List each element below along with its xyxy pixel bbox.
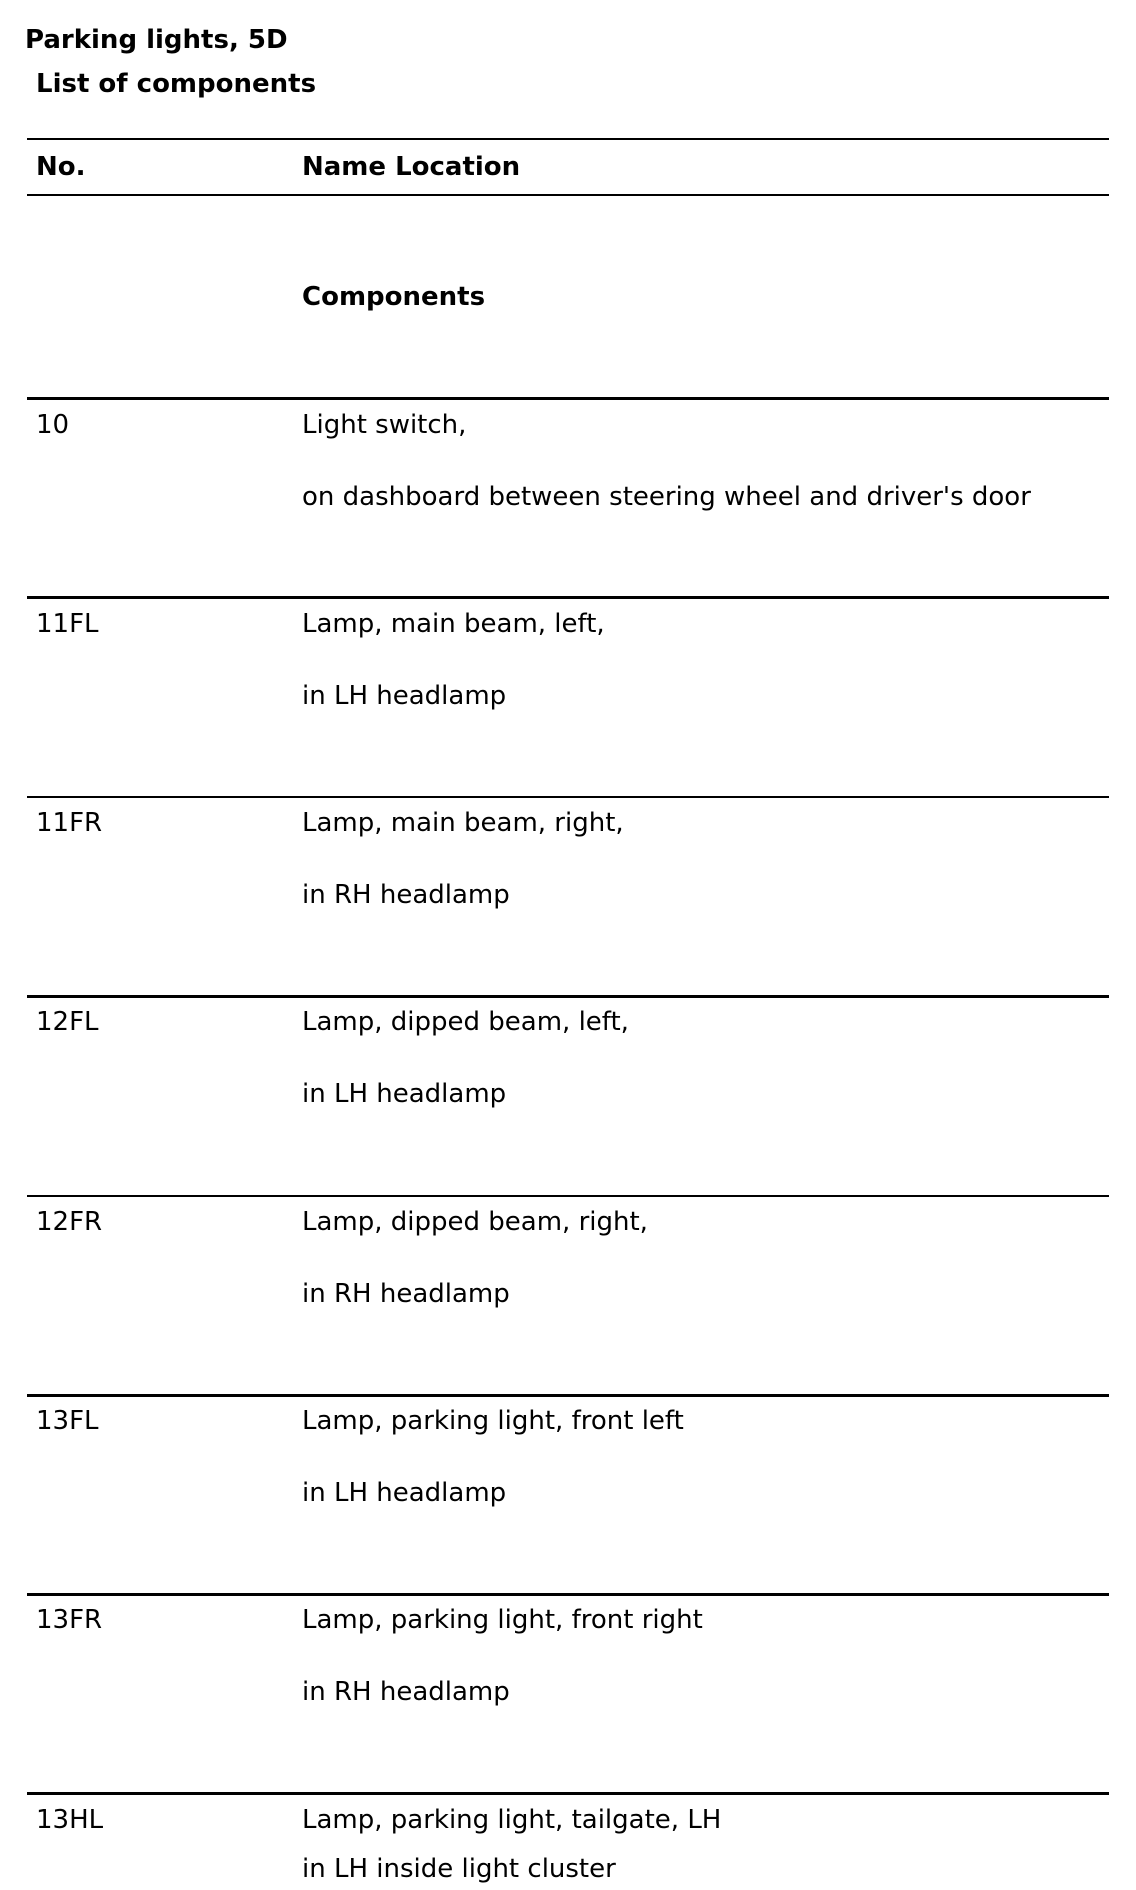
row-location: in LH headlamp — [302, 681, 507, 711]
row-name: Lamp, parking light, tailgate, LH — [302, 1805, 722, 1835]
row-divider — [27, 397, 1109, 400]
row-number: 10 — [36, 410, 70, 440]
row-number: 12FL — [36, 1007, 99, 1037]
row-divider — [27, 1195, 1109, 1197]
page-subtitle: List of components — [36, 69, 317, 99]
column-header-no: No. — [36, 152, 86, 182]
row-name: Light switch, — [302, 410, 467, 440]
row-number: 11FL — [36, 609, 99, 639]
row-divider — [27, 596, 1109, 599]
row-location: in RH headlamp — [302, 1279, 510, 1309]
row-divider — [27, 796, 1109, 798]
row-number: 13FR — [36, 1605, 103, 1635]
row-name: Lamp, parking light, front right — [302, 1605, 703, 1635]
row-divider — [27, 1792, 1109, 1795]
row-divider — [27, 1593, 1109, 1596]
row-number: 13HL — [36, 1805, 104, 1835]
row-divider — [27, 995, 1109, 998]
row-name: Lamp, main beam, right, — [302, 808, 624, 838]
section-label-components: Components — [302, 282, 486, 312]
column-header-name-location: Name Location — [302, 152, 521, 182]
row-name: Lamp, dipped beam, left, — [302, 1007, 629, 1037]
row-name: Lamp, dipped beam, right, — [302, 1207, 648, 1237]
row-number: 13FL — [36, 1406, 99, 1436]
table-top-rule — [27, 138, 1109, 140]
header-bottom-rule — [27, 194, 1109, 196]
row-name: Lamp, main beam, left, — [302, 609, 605, 639]
row-divider — [27, 1394, 1109, 1397]
row-location: on dashboard between steering wheel and driver's door — [302, 482, 1031, 512]
row-number: 12FR — [36, 1207, 103, 1237]
page-title: Parking lights, 5D — [25, 25, 288, 55]
row-location: in LH inside light cluster — [302, 1854, 616, 1884]
row-location: in LH headlamp — [302, 1478, 507, 1508]
row-number: 11FR — [36, 808, 103, 838]
row-name: Lamp, parking light, front left — [302, 1406, 684, 1436]
row-location: in RH headlamp — [302, 1677, 510, 1707]
row-location: in RH headlamp — [302, 880, 510, 910]
row-location: in LH headlamp — [302, 1079, 507, 1109]
